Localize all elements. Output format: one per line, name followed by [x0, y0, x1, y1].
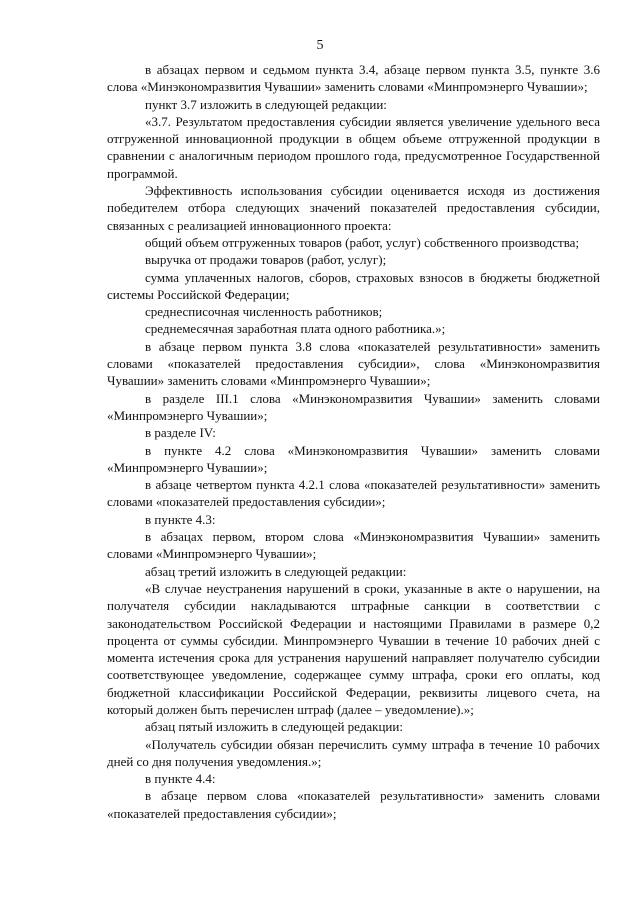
paragraph-amend-4-3-first-second: в абзацах первом, втором слова «Минэкономразвития Чувашии» заменить словами «Минпромэнерго Чувашии»; — [107, 529, 600, 562]
paragraph-indicator-shipped-goods: общий объем отгруженных товаров (работ, услуг) собственного производства; — [145, 234, 580, 250]
paragraph-section-iv: в разделе IV: — [145, 425, 216, 441]
paragraph-indicator-taxes: сумма уплаченных налогов, сборов, страховых взносов в бюджеты бюджетной системы Российской Федерации; — [107, 269, 600, 302]
paragraph-indicator-headcount: среднесписочная численность работников; — [145, 304, 383, 320]
paragraph-section-iii-1: в разделе III.1 слова «Минэкономразвития Чувашии» заменить словами «Минпромэнерго Чувашии»; — [107, 390, 600, 423]
paragraph-penalty-payment: «Получатель субсидии обязан перечислить сумму штрафа в течение 10 рабочих дней со дня получения уведомления.»; — [107, 736, 600, 769]
paragraph-amend-3-4-3-6: в абзацах первом и седьмом пункта 3.4, абзаце первом пункта 3.5, пункте 3.6 слова «Минэкономразвития Чувашии» заменить словами «Минпромэнерго Чувашии»; — [107, 62, 600, 95]
paragraph-point-3-7-intro: пункт 3.7 изложить в следующей редакции: — [145, 96, 387, 112]
paragraph-penalty-text: «В случае неустранения нарушений в сроки, указанные в акте о нарушении, на получателя субсидии накладываются штрафные санкции в соответствии с законодательством Российской Федерации и настоящими Правилами в размере 0,2 процента от суммы субсидии. Минпромэнерго Чувашии в течение 10 рабочих дней с момента истечения срока для устранения нарушений направляет получателю субсидии соответствующее уведомление, содержащее сумму штрафа, сроки его оплаты, код бюджетной классификации Российской Федерации, реквизиты лицевого счета, на который должен быть перечислен штраф (далее – уведомление).»; — [107, 580, 600, 717]
paragraph-efficiency: Эффективность использования субсидии оценивается исходя из достижения победителем отбора следующих значений показателей предоставления субсидии, связанных с реализацией инновационного проекта: — [107, 183, 600, 233]
document-body — [107, 61, 600, 822]
paragraph-indicator-revenue: выручка от продажи товаров (работ, услуг); — [145, 252, 387, 268]
paragraph-point-4-4: в пункте 4.4: — [145, 771, 216, 787]
paragraph-amend-4-4-first: в абзаце первом слова «показателей результативности» заменить словами «показателей предоставления субсидии»; — [107, 788, 600, 821]
paragraph-indicator-salary: среднемесячная заработная плата одного работника.»; — [145, 321, 446, 337]
paragraph-fifth-para-intro: абзац пятый изложить в следующей редакции: — [145, 719, 403, 735]
paragraph-amend-4-2: в пункте 4.2 слова «Минэкономразвития Чувашии» заменить словами «Минпромэнерго Чувашии»; — [107, 442, 600, 475]
paragraph-third-para-intro: абзац третий изложить в следующей редакции: — [145, 563, 407, 579]
paragraph-3-7-result: «3.7. Результатом предоставления субсидии является увеличение удельного веса отгруженной инновационной продукции в общем объеме отгруженной продукции в сравнении с аналогичным периодом прошлого года, предусмотренное Государственной программой. — [107, 113, 600, 181]
paragraph-amend-4-2-1: в абзаце четвертом пункта 4.2.1 слова «показателей результативности» заменить словами «показателей предоставления субсидии»; — [107, 477, 600, 510]
paragraph-point-4-3: в пункте 4.3: — [145, 511, 216, 527]
page-number: 5 — [316, 38, 324, 53]
paragraph-amend-3-8: в абзаце первом пункта 3.8 слова «показателей результативности» заменить словами «показателей предоставления субсидии», слова «Минэкономразвития Чувашии» заменить словами «Минпромэнерго Чувашии»; — [107, 338, 600, 389]
